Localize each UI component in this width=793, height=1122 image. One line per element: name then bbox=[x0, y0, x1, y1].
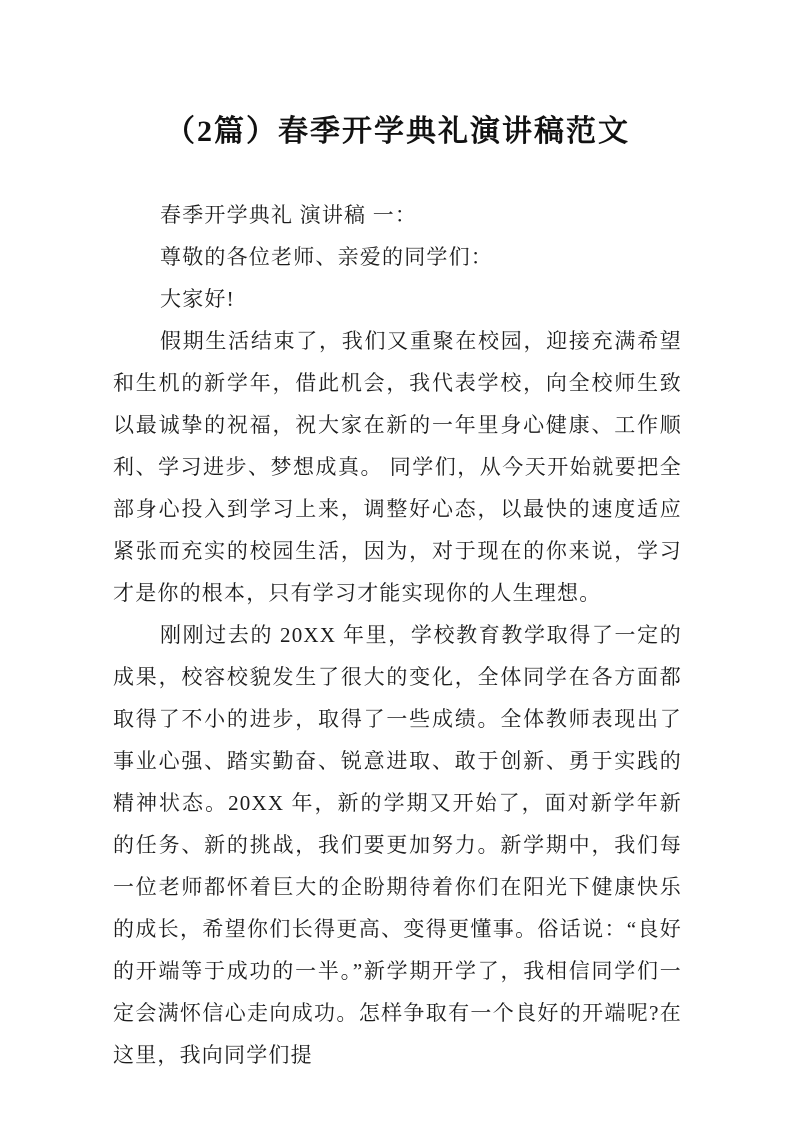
paragraph-heading-speech-one: 春季开学典礼 演讲稿 一： bbox=[160, 203, 418, 227]
paragraph-salutation: 尊敬的各位老师、亲爱的同学们： bbox=[160, 245, 493, 269]
paragraph-body-1: 假期生活结束了，我们又重聚在校园，迎接充满希望和生机的新学年，借此机会，我代表学校，向全校师生致以最诚挚的祝福，祝大家在新的一年里身心健康、工作顺利、学习进步、梦想成真。 同学们，从今天开始就要把全部身心投入到学习上来，调整好心态，以最快的速度适应紧张而充实的校园生活，因为，对于现在的你来说，学习才是你的根本，只有学习才能实现你的人生理想。 bbox=[113, 329, 682, 605]
paragraph-greeting: 大家好! bbox=[160, 287, 235, 311]
document-body bbox=[113, 194, 682, 1076]
document-title: （2篇）春季开学典礼演讲稿范文 bbox=[165, 115, 630, 148]
paragraph-body-2: 刚刚过去的 20XX 年里，学校教育教学取得了一定的成果，校容校貌发生了很大的变化，全体同学在各方面都取得了不小的进步，取得了一些成绩。全体教师表现出了事业心强、踏实勤奋、锐意进取、敢于创新、勇于实践的精神状态。20XX 年，新的学期又开始了，面对新学年新的任务、新的挑战，我们要更加努力。新学期中，我们每一位老师都怀着巨大的企盼期待着你们在阳光下健康快乐的成长，希望你们长得更高、变得更懂事。俗话说：“良好的开端等于成功的一半。”新学期开学了，我相信同学们一定会满怀信心走向成功。怎样争取有一个良好的开端呢?在这里，我向同学们提 bbox=[113, 623, 682, 1067]
